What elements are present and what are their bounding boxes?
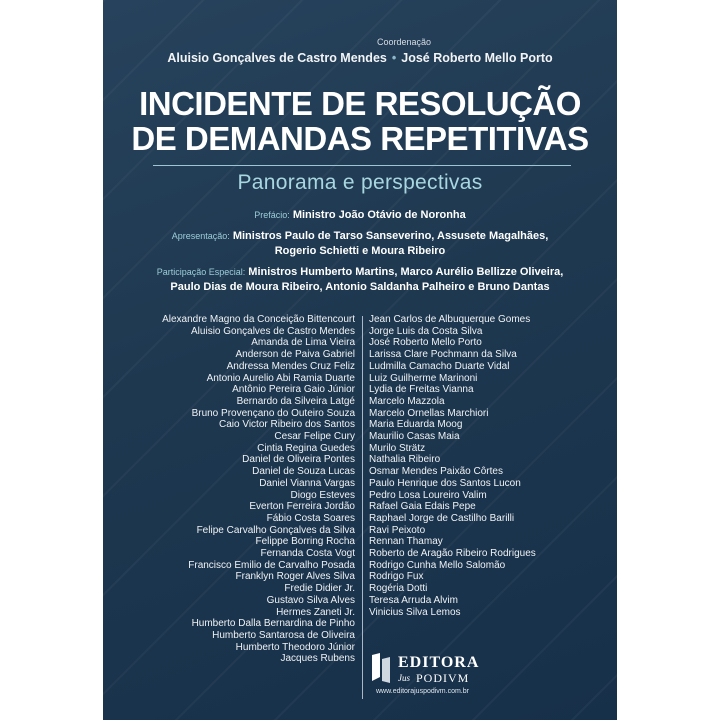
participacao-value-1: Ministros Humberto Martins, Marco Aurélio Bellizze Oliveira, — [248, 266, 564, 278]
apresentacao-label: Apresentação: — [171, 231, 230, 241]
author-name: Antonio Aurelio Abi Ramia Duarte — [206, 372, 355, 384]
author-name: Cintia Regina Guedes — [257, 442, 355, 454]
author-name: Marcelo Ornellas Marchiori — [369, 407, 489, 419]
authors-divider — [362, 316, 363, 699]
publisher-jus: Jus — [398, 673, 410, 683]
author-name: Maurilio Casas Maia — [369, 431, 460, 443]
book-mark-icon — [368, 651, 394, 685]
credits-block — [103, 208, 617, 301]
author-name: Bernardo da Silveira Latgé — [236, 395, 355, 407]
author-name: Antônio Pereira Gaio Júnior — [232, 384, 355, 396]
author-name: Fredie Didier Jr. — [284, 583, 355, 595]
publisher-name: EDITORA — [398, 654, 480, 671]
book-cover — [103, 0, 617, 720]
author-name: Amanda de Lima Vieira — [251, 337, 355, 349]
author-name: Larissa Clare Pochmann da Silva — [369, 349, 517, 361]
prefacio-row — [103, 208, 617, 223]
coordination-label: Coordenação — [376, 37, 432, 47]
author-name: Raphael Jorge de Castilho Barilli — [369, 512, 515, 524]
authors-list-right — [369, 314, 536, 618]
author-name: Daniel de Oliveira Pontes — [242, 454, 355, 466]
author-name: Bruno Provençano do Outeiro Souza — [191, 407, 355, 419]
author-name: Fábio Costa Soares — [266, 512, 355, 524]
apresentacao-row — [103, 229, 617, 259]
author-name: Caio Victor Ribeiro dos Santos — [219, 419, 355, 431]
author-name: Paulo Henrique dos Santos Lucon — [369, 477, 521, 489]
authors-list-left — [162, 314, 355, 665]
author-name: Pedro Losa Loureiro Valim — [369, 489, 487, 501]
author-name: Franklyn Roger Alves Silva — [235, 571, 355, 583]
author-name: Vinicius Silva Lemos — [369, 606, 461, 618]
author-name: Anderson de Paiva Gabriel — [235, 349, 355, 361]
author-name: Lydia de Freitas Vianna — [369, 384, 474, 396]
publisher-podivm: PODIVM — [416, 671, 470, 685]
author-name: Aluisio Gonçalves de Castro Mendes — [191, 325, 355, 337]
author-name: Jean Carlos de Albuquerque Gomes — [369, 314, 531, 325]
coordinators — [103, 51, 617, 65]
author-name: Humberto Dalla Bernardina de Pinho — [191, 618, 355, 630]
author-name: José Roberto Mello Porto — [369, 337, 482, 349]
author-name: Hermes Zaneti Jr. — [276, 606, 355, 618]
author-name: Jorge Luis da Costa Silva — [369, 325, 483, 337]
author-name: Diogo Esteves — [290, 489, 355, 501]
author-name: Cesar Felipe Cury — [274, 431, 355, 443]
author-name: Rafael Gaia Edais Pepe — [369, 501, 476, 513]
coordinator-2: José Roberto Mello Porto — [401, 51, 553, 65]
author-name: Ludmilla Camacho Duarte Vidal — [369, 360, 510, 372]
author-name: Marcelo Mazzola — [369, 395, 445, 407]
coordinator-1: Aluisio Gonçalves de Castro Mendes — [167, 51, 387, 65]
title-line-2: DE DEMANDAS REPETITIVAS — [131, 120, 589, 157]
author-name: Andressa Mendes Cruz Feliz — [226, 360, 355, 372]
participacao-value-2: Paulo Dias de Moura Ribeiro, Antonio Saldanha Palheiro e Bruno Dantas — [170, 281, 550, 293]
author-name: Humberto Theodoro Júnior — [235, 641, 355, 653]
author-name: Everton Ferreira Jordão — [249, 501, 355, 513]
author-name: Francisco Emilio de Carvalho Posada — [188, 559, 355, 571]
author-name: Luiz Guilherme Marinoni — [369, 372, 478, 384]
author-name: Rennan Thamay — [369, 536, 443, 548]
prefacio-label: Prefácio: — [254, 210, 290, 220]
author-name: Humberto Santarosa de Oliveira — [212, 629, 355, 641]
participacao-row — [103, 265, 617, 295]
author-name: Felippe Borring Rocha — [255, 536, 355, 548]
apresentacao-value-2: Rogerio Schietti e Moura Ribeiro — [274, 245, 446, 257]
author-name: Alexandre Magno da Conceição Bittencourt — [162, 314, 355, 325]
apresentacao-value-1: Ministros Paulo de Tarso Sanseverino, Assusete Magalhães, — [232, 230, 549, 242]
author-name: Daniel de Souza Lucas — [252, 466, 355, 478]
author-name: Daniel Vianna Vargas — [259, 477, 355, 489]
author-name: Teresa Arruda Alvim — [369, 594, 458, 606]
author-name: Maria Eduarda Moog — [369, 419, 463, 431]
title-rule — [153, 165, 571, 166]
author-name: Rodrigo Cunha Mello Salomão — [369, 559, 506, 571]
author-name: Murilo Strätz — [369, 442, 426, 454]
participacao-label: Participação Especial: — [156, 267, 246, 277]
author-name: Gustavo Silva Alves — [266, 594, 355, 606]
separator-dot: • — [391, 51, 397, 65]
book-title — [103, 86, 617, 156]
author-name: Osmar Mendes Paixão Côrtes — [369, 466, 503, 478]
author-name: Ravi Peixoto — [369, 524, 426, 536]
publisher-logo — [368, 649, 528, 699]
author-name: Jacques Rubens — [280, 653, 355, 665]
publisher-url: www.editorajuspodivm.com.br — [376, 688, 469, 695]
author-name: Roberto de Aragão Ribeiro Rodrigues — [369, 548, 536, 560]
author-name: Rodrigo Fux — [369, 571, 424, 583]
author-name: Felipe Carvalho Gonçalves da Silva — [196, 524, 355, 536]
book-subtitle: Panorama e perspectivas — [237, 171, 483, 194]
prefacio-value: Ministro João Otávio de Noronha — [292, 209, 466, 221]
author-name: Nathalia Ribeiro — [369, 454, 441, 466]
author-name: Rogéria Dotti — [369, 583, 428, 595]
author-name: Fernanda Costa Vogt — [260, 548, 355, 560]
title-line-1: INCIDENTE DE RESOLUÇÃO — [139, 85, 581, 122]
